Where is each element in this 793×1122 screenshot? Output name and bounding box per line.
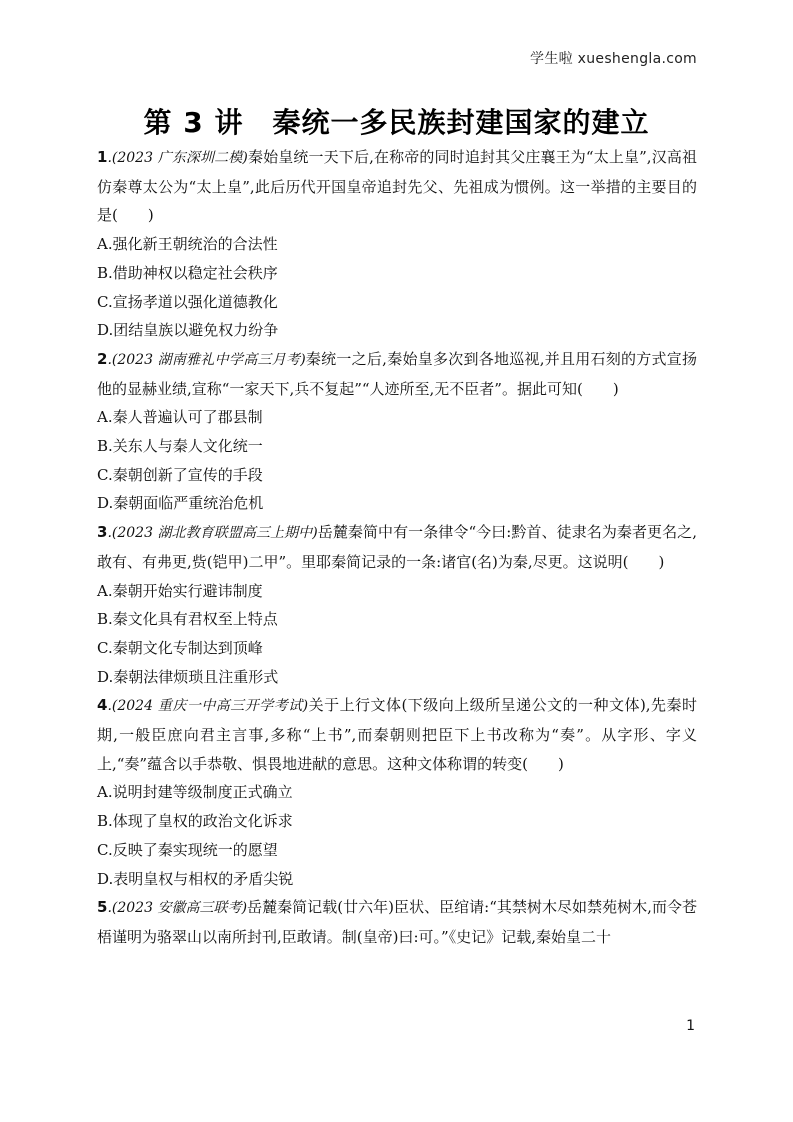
option-c: C.反映了秦实现统一的愿望 [97,840,278,859]
question-text: 关于上行文体(下级向上级所呈递公文的一种文体),先秦时期,一般臣庶向君主言事,多称“上书”,而秦朝则把臣下上书改称为“奏”。从字形、字义上,“奏”蕴含以手恭敬、惧畏地进献的意思。这种文体称谓的转变( ) [97,696,698,773]
question-source: .(2023 广东深圳二模) [107,150,248,166]
question-list [97,143,697,952]
option-d: D.团结皇族以避免权力纷争 [97,321,279,340]
option-a: A.强化新王朝统治的合法性 [97,235,278,254]
question-text: 岳麓秦简记载(廿六年)臣状、臣绾请:“其禁树木尽如禁苑树木,而令苍梧谨明为骆翠山以南所封刊,臣敢请。制(皇帝)曰:可。”《史记》记载,秦始皇二十 [97,898,698,946]
question-source: .(2024 重庆一中高三开学考试) [107,698,309,715]
question-number: 2 [97,349,108,368]
question-stem [97,893,697,951]
option-a: A.秦朝开始实行避讳制度 [97,581,263,600]
option-c: C.秦朝创新了宣传的手段 [97,465,263,484]
question-5 [97,893,697,951]
option-a: A.秦人普遍认可了郡县制 [97,408,263,427]
question-stem [97,691,697,778]
option-b: B.关东人与秦人文化统一 [97,437,263,456]
question-number: 4 [97,696,108,715]
question-text: 秦统一之后,秦始皇多次到各地巡视,并且用石刻的方式宣扬他的显赫业绩,宣称“一家天下,兵不复起”“人迹所至,无不臣者”。据此可知( ) [97,349,698,398]
question-source: .(2023 湖南雅礼中学高三月考) [107,351,306,368]
question-2 [97,345,697,518]
question-4 [97,691,697,893]
question-source: .(2023 安徽高三联考) [107,900,248,917]
option-c: C.宣扬孝道以强化道德教化 [97,292,278,311]
option-b: B.体现了皇权的政治文化诉求 [97,812,293,831]
question-number: 3 [97,523,108,542]
question-number: 5 [97,898,108,917]
option-b: B.借助神权以稳定社会秩序 [97,263,278,282]
question-stem [97,518,697,576]
option-d: D.表明皇权与相权的矛盾尖锐 [97,869,294,888]
option-d: D.秦朝法律烦琐且注重形式 [97,667,279,686]
page-title: 第 3 讲 秦统一多民族封建国家的建立 [143,106,650,139]
question-source: .(2023 湖北教育联盟高三上期中) [107,525,318,542]
page-number: 1 [686,1018,695,1034]
question-1 [97,143,697,345]
site-watermark: 学生啦 xueshengla.com [530,51,697,67]
question-text: 岳麓秦简中有一条律令“今曰:黔首、徒隶名为秦者更名之,敢有、有弗更,赀(铠甲)二甲”。里耶秦简记录的一条:诸官(名)为秦,尽更。这说明( ) [97,523,698,571]
question-number: 1 [97,148,108,166]
option-a: A.说明封建等级制度正式确立 [97,783,293,802]
option-d: D.秦朝面临严重统治危机 [97,494,264,513]
question-stem [97,143,697,230]
question-text: 秦始皇统一天下后,在称帝的同时追封其父庄襄王为“太上皇”,汉高祖仿秦尊太公为“太上皇”,此后历代开国皇帝追封先父、先祖成为惯例。这一举措的主要目的是( ) [97,148,697,225]
option-b: B.秦文化具有君权至上特点 [97,610,278,629]
option-c: C.秦朝文化专制达到顶峰 [97,638,263,657]
question-stem [97,345,697,403]
question-3 [97,518,697,691]
